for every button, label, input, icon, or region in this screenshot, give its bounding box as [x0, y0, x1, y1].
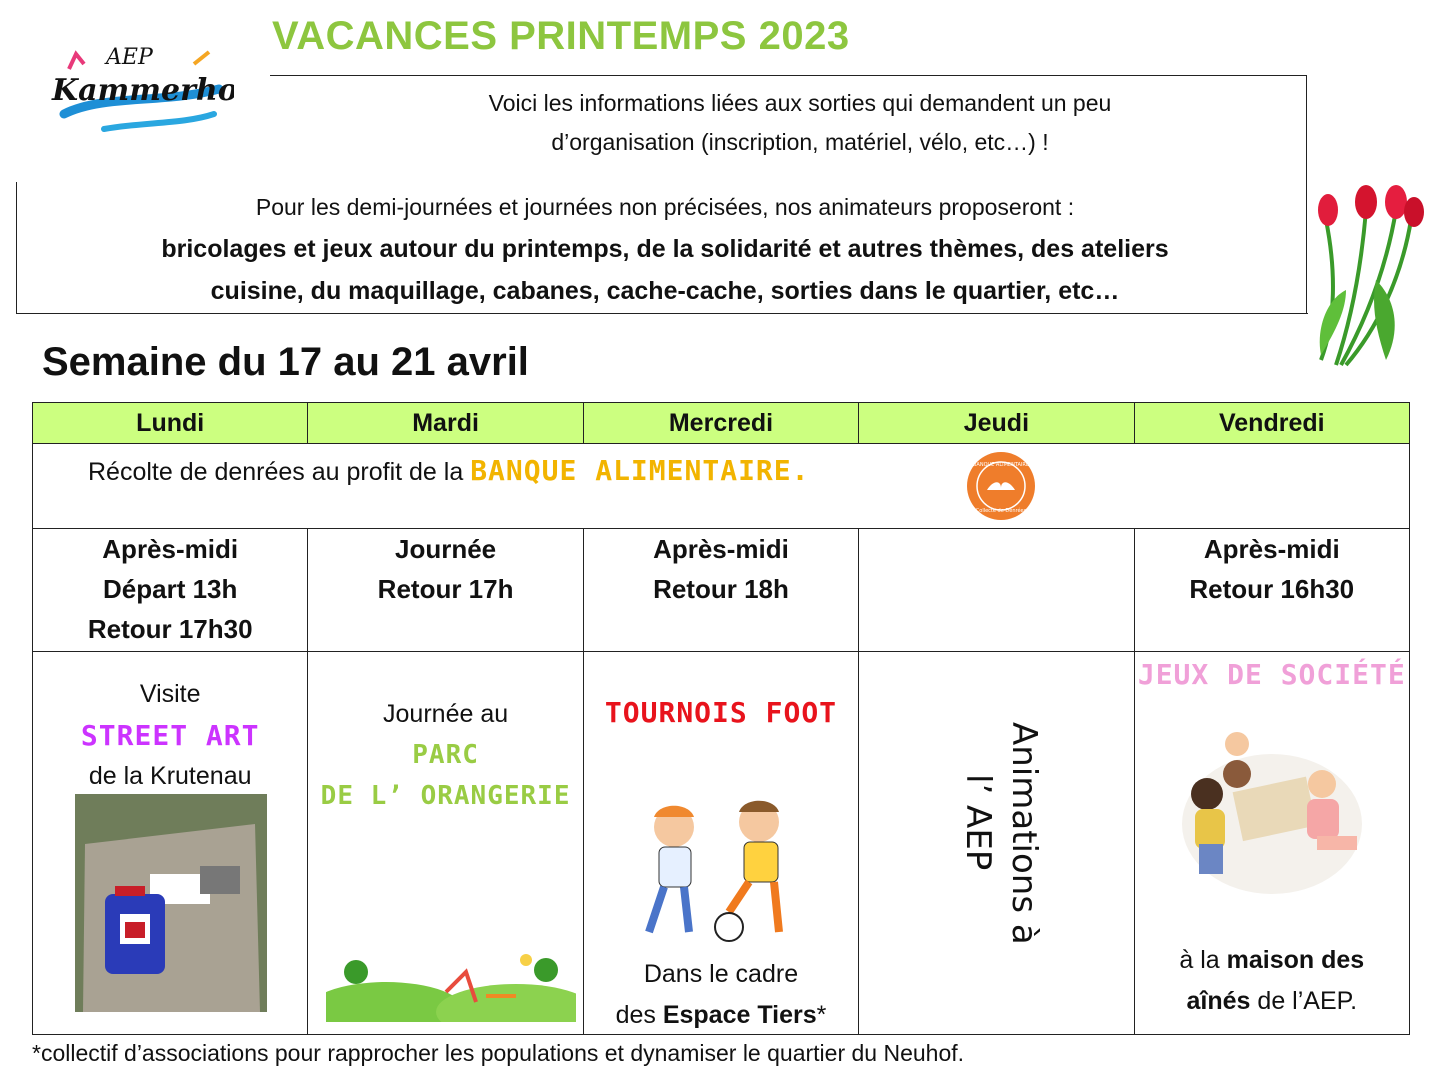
svg-text:Collecte de Denrées: Collecte de Denrées — [975, 508, 1027, 514]
activity-vendredi — [1134, 652, 1409, 1035]
info-box-top-border — [270, 75, 1307, 76]
info-organisation — [320, 84, 1280, 162]
time-jeudi — [859, 529, 1134, 652]
info-bold-line-2: cuisine, du maquillage, cabanes, cache-cache, sorties dans le quartier, etc… — [210, 277, 1120, 305]
aines-label: aînés — [1186, 987, 1251, 1015]
info-activities — [40, 186, 1290, 312]
activity-mercredi-line-1: Dans le cadre — [643, 960, 799, 988]
info-bold-line-1: bricolages et jeux autour du printemps, de la solidarité et autres thèmes, des ateliers — [161, 235, 1169, 263]
schedule-table — [32, 402, 1410, 1035]
banque-name: BANQUE ALIMENTAIRE. — [470, 454, 810, 487]
svg-text:BANQUE ALIMENTAIRE: BANQUE ALIMENTAIRE — [972, 462, 1030, 468]
day-header-lundi: Lundi — [33, 403, 308, 444]
day-header-mardi: Mardi — [308, 403, 583, 444]
street-art-image — [75, 794, 267, 1012]
info-box-right-border — [1306, 75, 1307, 182]
time-lundi-line-3: Retour 17h30 — [87, 614, 253, 644]
banque-row — [33, 444, 1410, 529]
info-line-3: Pour les demi-journées et journées non précisées, nos animateurs proposeront : — [255, 194, 1075, 220]
football-kids-illustration — [629, 797, 814, 947]
time-mercredi — [583, 529, 858, 652]
day-header-mercredi: Mercredi — [583, 403, 858, 444]
time-vendredi-line-1: Après-midi — [1203, 534, 1340, 564]
times-row — [33, 529, 1410, 652]
time-vendredi — [1134, 529, 1409, 652]
parc-label: PARC — [412, 740, 479, 770]
banque-cell — [33, 444, 1410, 529]
time-lundi — [33, 529, 308, 652]
info-box-left-border — [16, 182, 17, 314]
activity-mardi-line-1: Journée au — [383, 700, 509, 728]
time-mercredi-line-1: Après-midi — [653, 534, 789, 564]
tournois-foot-label: TOURNOIS FOOT — [604, 696, 838, 729]
svg-text:AEP: AEP — [106, 45, 153, 70]
svg-text:l’ AEP: l’ AEP — [958, 774, 999, 871]
time-mardi-line-1: Journée — [395, 534, 497, 564]
info-line-2: d’organisation (inscription, matériel, vélo, etc…) ! — [551, 129, 1049, 155]
orangerie-label: DE L’ ORANGERIE — [320, 781, 571, 811]
activity-vendredi-line-2 — [1135, 981, 1409, 1022]
mercredi-line-2-prefix: des — [615, 1001, 656, 1029]
week-title: Semaine du 17 au 21 avril — [42, 340, 529, 384]
maison-des-label: maison des — [1226, 946, 1365, 974]
banque-text — [88, 454, 810, 487]
mercredi-line-2-suffix: * — [816, 1001, 827, 1029]
svg-text:Animations à: Animations à — [1004, 722, 1045, 945]
time-mercredi-line-2: Retour 18h — [653, 574, 789, 604]
time-lundi-line-2: Départ 13h — [103, 574, 238, 604]
activity-jeudi — [859, 652, 1134, 1035]
activity-vendredi-line-1 — [1135, 940, 1409, 981]
svg-text:Kammerhof: Kammerhof — [52, 73, 234, 108]
activity-mardi — [308, 652, 583, 1035]
board-game-illustration — [1177, 724, 1367, 904]
time-mardi-line-2: Retour 17h — [377, 574, 514, 604]
tulips-image — [1306, 180, 1431, 370]
espace-tiers-label: Espace Tiers — [662, 1001, 817, 1029]
jeux-de-societe-label: JEUX DE SOCIÉTÉ — [1137, 658, 1406, 691]
info-box-bottom-border — [16, 313, 1308, 314]
activity-lundi-line-3: de la Krutenau — [88, 762, 252, 790]
page-title: VACANCES PRINTEMPS 2023 — [272, 14, 850, 58]
time-mardi — [308, 529, 583, 652]
day-header-jeudi: Jeudi — [859, 403, 1134, 444]
activity-mercredi-line-2 — [584, 995, 858, 1036]
animations-aep-vertical — [929, 722, 1129, 972]
time-vendredi-line-2: Retour 16h30 — [1189, 574, 1355, 604]
day-header-vendredi: Vendredi — [1134, 403, 1409, 444]
park-illustration — [326, 952, 576, 1022]
vendredi-line-2-suffix: de l’AEP. — [1257, 987, 1358, 1015]
banque-alimentaire-logo — [965, 450, 1037, 522]
activity-lundi-line-1: Visite — [139, 680, 201, 708]
street-art-label: STREET ART — [80, 719, 260, 752]
vendredi-line-1-prefix: à la — [1179, 946, 1220, 974]
activity-lundi — [33, 652, 308, 1035]
time-lundi-line-1: Après-midi — [102, 534, 239, 564]
info-line-1: Voici les informations liées aux sorties qui demandent un peu — [488, 90, 1112, 116]
banque-prefix: Récolte de denrées au profit de la — [88, 458, 464, 486]
activity-mercredi — [583, 652, 858, 1035]
aep-kammerhof-logo — [44, 34, 234, 144]
days-header-row — [33, 403, 1410, 444]
activities-row — [33, 652, 1410, 1035]
footnote: *collectif d’associations pour rapprocher les populations et dynamiser le quartier du Neuhof. — [32, 1040, 965, 1066]
